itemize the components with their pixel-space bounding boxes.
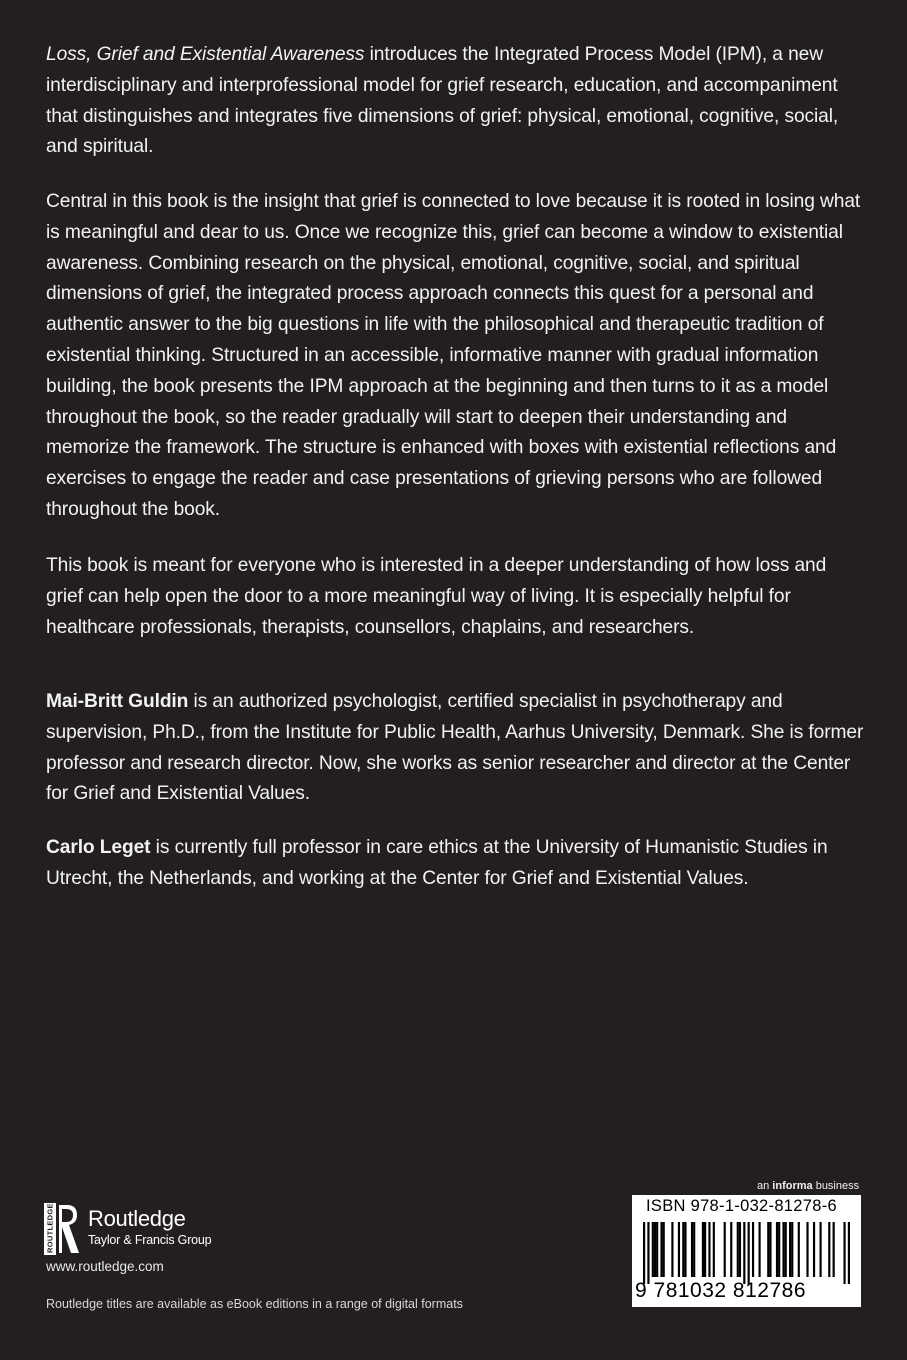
publisher-logo-block bbox=[44, 1203, 344, 1263]
barcode-bar bbox=[647, 1222, 649, 1284]
author-bio-2 bbox=[46, 833, 866, 895]
blurb-paragraph-1 bbox=[46, 40, 866, 163]
barcode-bar bbox=[656, 1222, 658, 1277]
informa-business-label bbox=[757, 1180, 859, 1192]
barcode-bar bbox=[782, 1222, 784, 1277]
barcode-bar bbox=[663, 1222, 665, 1277]
author-name: Mai-Britt Guldin bbox=[46, 691, 189, 712]
barcode-bar bbox=[724, 1222, 726, 1277]
barcode-bar bbox=[791, 1222, 793, 1277]
blurb-paragraph-3: This book is meant for everyone who is interested in a deeper understanding of how loss and grief can help open the door to a more meaningful way of living. It is especially helpful for healthcare professionals, therapists, counsellors, chaplains, and researchers. bbox=[46, 555, 827, 638]
barcode-bar bbox=[643, 1222, 645, 1284]
barcode-bar bbox=[758, 1222, 760, 1277]
barcode-bar bbox=[748, 1222, 750, 1284]
barcode-bar bbox=[671, 1222, 673, 1277]
barcode-bar bbox=[704, 1222, 706, 1277]
barcode-bar bbox=[843, 1222, 845, 1284]
author-bio-1 bbox=[46, 687, 866, 810]
book-title: Loss, Grief and Existential Awareness bbox=[46, 44, 365, 65]
barcode-bar bbox=[654, 1222, 656, 1277]
barcode-bar bbox=[776, 1222, 778, 1277]
barcode-bar bbox=[848, 1222, 850, 1284]
barcode-bar bbox=[684, 1222, 686, 1277]
barcode-bar bbox=[813, 1222, 815, 1277]
ebook-note: Routledge titles are available as eBook editions in a range of digital formats bbox=[46, 1297, 463, 1311]
barcode-bar bbox=[702, 1222, 704, 1277]
isbn-barcode-box bbox=[632, 1195, 861, 1307]
barcode-bar bbox=[743, 1222, 745, 1284]
barcode-bar bbox=[769, 1222, 771, 1277]
barcode-bar bbox=[828, 1222, 830, 1277]
barcode-bar bbox=[682, 1222, 684, 1277]
blurb-paragraph-1-text: introduces the Integrated Process Model (IPM), a new interdisciplinary and interprofessional model for grief research, education, and accompaniment that distinguishes and integrates five dimensions of grief: physical, emotional, cognitive, social, and spiritual. bbox=[46, 44, 839, 158]
barcode-bar bbox=[739, 1222, 741, 1277]
informa-suffix: business bbox=[812, 1180, 860, 1192]
barcode-bar bbox=[691, 1222, 693, 1277]
barcode-bar bbox=[789, 1222, 791, 1277]
barcode-digits: 9 781032 812786 bbox=[635, 1279, 806, 1302]
barcode-bar bbox=[678, 1222, 680, 1277]
barcode-bar bbox=[660, 1222, 662, 1277]
barcode-bar bbox=[730, 1222, 732, 1277]
barcode-bar bbox=[693, 1222, 695, 1277]
barcode bbox=[643, 1222, 850, 1284]
author-bio-text: is an authorized psychologist, certified specialist in psychotherapy and supervision, Ph.D., from the Institute for Public Health, Aarhus University, Denmark. She is former professor and research director. Now, she works as senior researcher and director at the Center for Grief and Existential Values. bbox=[46, 691, 864, 805]
routledge-logo-icon bbox=[44, 1203, 80, 1255]
blurb-paragraph-2: Central in this book is the insight that grief is connected to love because it is rooted in losing what is meaningful and dear to us. Once we recognize this, grief can become a window to existential awareness. Combining research on the physical, emotional, cognitive, social, and spiritual dimensions of grief, the integrated process approach connects this quest for a personal and authentic answer to the big questions in life with the philosophical and therapeutic tradition of existential thinking. Structured in an accessible, informative manner with gradual information building, the book presents the IPM approach at the beginning and then turns to it as a model throughout the book, so the reader gradually will start to deepen their understanding and memorize the framework. The structure is enhanced with boxes with existential reflections and exercises to engage the reader and case presentations of grieving persons who are followed throughout the book. bbox=[46, 191, 861, 520]
barcode-bar bbox=[767, 1222, 769, 1277]
barcode-bar bbox=[652, 1222, 654, 1277]
publisher-url[interactable]: www.routledge.com bbox=[46, 1259, 164, 1274]
author-bio-text: is currently full professor in care ethics at the University of Humanistic Studies in Utrecht, the Netherlands, and working at the Center for Grief and Existential Values. bbox=[46, 837, 828, 889]
isbn-label: ISBN 978-1-032-81278-6 bbox=[646, 1197, 837, 1215]
barcode-bar bbox=[833, 1222, 835, 1277]
publisher-group: Taylor & Francis Group bbox=[88, 1233, 212, 1247]
barcode-bar bbox=[778, 1222, 780, 1277]
barcode-bar bbox=[737, 1222, 739, 1277]
barcode-bar bbox=[752, 1222, 754, 1277]
informa-prefix: an bbox=[757, 1180, 773, 1192]
author-name: Carlo Leget bbox=[46, 837, 151, 858]
barcode-bar bbox=[798, 1222, 800, 1277]
barcode-bar bbox=[785, 1222, 787, 1277]
barcode-bar bbox=[819, 1222, 821, 1277]
informa-brand: informa bbox=[772, 1180, 813, 1192]
barcode-bar bbox=[708, 1222, 710, 1277]
routledge-logo-text: ROUTLEDGE bbox=[45, 1203, 55, 1253]
barcode-bar bbox=[713, 1222, 715, 1277]
barcode-bar bbox=[806, 1222, 808, 1277]
publisher-name: Routledge bbox=[88, 1206, 186, 1231]
